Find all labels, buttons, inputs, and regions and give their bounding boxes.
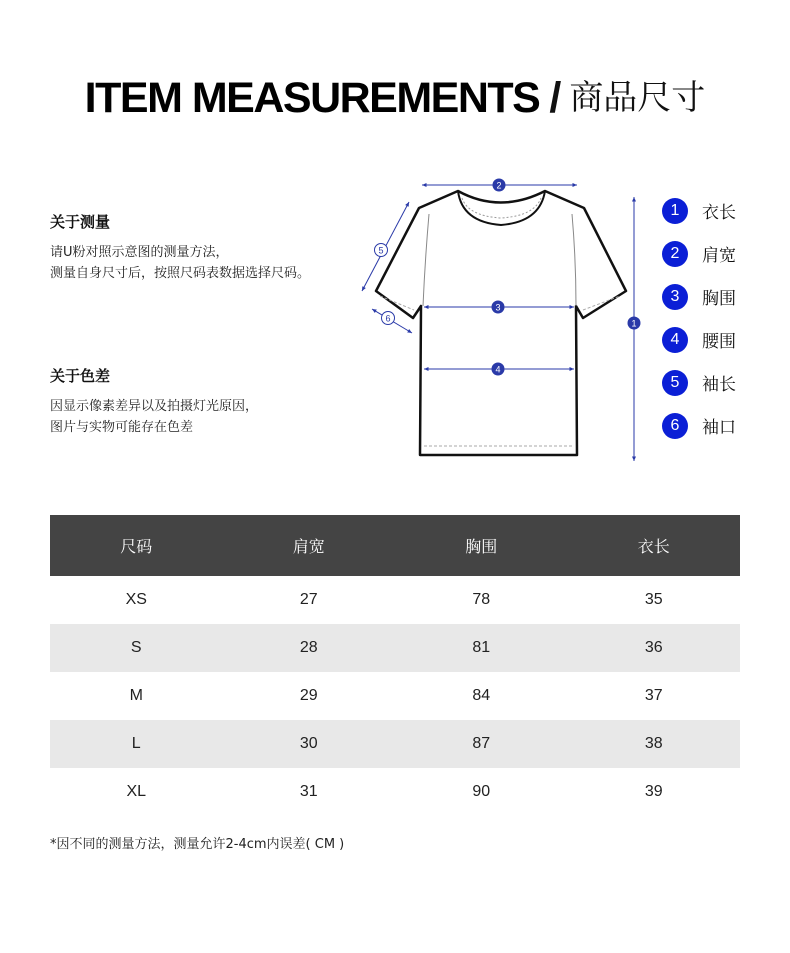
table-row bbox=[50, 672, 740, 720]
title-separator: / bbox=[549, 74, 562, 122]
marker-text-6: 6 bbox=[385, 313, 391, 324]
marker-text-1: 1 bbox=[631, 318, 637, 329]
legend-item-sleeve bbox=[662, 361, 736, 404]
header-shoulder: 肩宽 bbox=[292, 537, 325, 556]
table-cell: 35 bbox=[644, 591, 663, 608]
measurement-note: *因不同的测量方法，测量允许2-4cm内误差( CM ) bbox=[50, 837, 345, 852]
legend-label: 袖口 bbox=[702, 418, 736, 438]
table-cell: 78 bbox=[472, 591, 491, 608]
legend-number: 4 bbox=[662, 327, 688, 353]
table-cell: 36 bbox=[644, 639, 663, 656]
about-color-section bbox=[50, 365, 370, 438]
legend-number: 2 bbox=[662, 241, 688, 267]
table-cell: 31 bbox=[299, 783, 318, 800]
legend-item-cuff bbox=[662, 404, 736, 447]
tshirt-outline bbox=[376, 191, 626, 455]
about-measurement-line1: 请U粉对照示意图的测量方法， bbox=[50, 245, 229, 260]
marker-text-5: 5 bbox=[378, 245, 384, 256]
legend-number: 1 bbox=[662, 198, 688, 224]
marker-text-4: 4 bbox=[495, 364, 501, 375]
table-cell: 38 bbox=[644, 735, 663, 752]
legend-number: 5 bbox=[662, 370, 688, 396]
about-measurement-section bbox=[50, 211, 370, 284]
legend-item-length bbox=[662, 189, 736, 232]
table-cell: 30 bbox=[299, 735, 318, 752]
tshirt-measurement-diagram bbox=[355, 175, 655, 475]
table-cell: 27 bbox=[299, 591, 318, 608]
table-cell: 90 bbox=[472, 783, 491, 800]
legend-label: 腰围 bbox=[702, 332, 736, 352]
table-cell: 39 bbox=[644, 783, 663, 800]
table-cell: 87 bbox=[472, 735, 491, 752]
legend-item-shoulder bbox=[662, 232, 736, 275]
table-cell: 37 bbox=[644, 687, 663, 704]
legend-label: 袖长 bbox=[702, 375, 736, 395]
table-header bbox=[50, 515, 740, 576]
table-cell: XL bbox=[126, 783, 147, 800]
legend-number: 6 bbox=[662, 413, 688, 439]
table-row bbox=[50, 720, 740, 768]
about-color-heading: 关于色差 bbox=[50, 367, 111, 385]
header-size: 尺码 bbox=[120, 537, 153, 556]
table-cell: L bbox=[131, 735, 141, 752]
about-color-line2: 图片与实物可能存在色差 bbox=[50, 420, 194, 435]
table-row bbox=[50, 576, 740, 624]
header-chest: 胸围 bbox=[465, 537, 498, 556]
marker-text-3: 3 bbox=[495, 302, 501, 313]
table-row bbox=[50, 768, 740, 816]
legend-label: 胸围 bbox=[702, 289, 736, 309]
legend-label: 衣长 bbox=[702, 203, 736, 223]
header-length: 衣长 bbox=[637, 537, 670, 556]
title-english: ITEM MEASUREMENTS bbox=[84, 74, 540, 122]
table-cell: M bbox=[129, 687, 143, 704]
table-row bbox=[50, 624, 740, 672]
page-title bbox=[0, 70, 790, 123]
table-cell: 81 bbox=[472, 639, 491, 656]
measurement-legend bbox=[662, 189, 736, 447]
about-measurement-heading: 关于测量 bbox=[50, 213, 111, 231]
legend-item-waist bbox=[662, 318, 736, 361]
table-cell: 29 bbox=[299, 687, 318, 704]
table-cell: XS bbox=[125, 591, 147, 608]
legend-number: 3 bbox=[662, 284, 688, 310]
table-cell: 28 bbox=[299, 639, 318, 656]
marker-text-2: 2 bbox=[496, 180, 502, 191]
legend-label: 肩宽 bbox=[702, 246, 736, 266]
table-cell: 84 bbox=[472, 687, 491, 704]
about-measurement-line2: 测量自身尺寸后，按照尺码表数据选择尺码。 bbox=[50, 266, 311, 281]
size-table bbox=[50, 515, 740, 816]
legend-item-chest bbox=[662, 275, 736, 318]
title-chinese: 商品尺寸 bbox=[569, 78, 706, 118]
about-color-line1: 因显示像素差异以及拍摄灯光原因， bbox=[50, 399, 259, 414]
table-cell: S bbox=[130, 639, 142, 656]
